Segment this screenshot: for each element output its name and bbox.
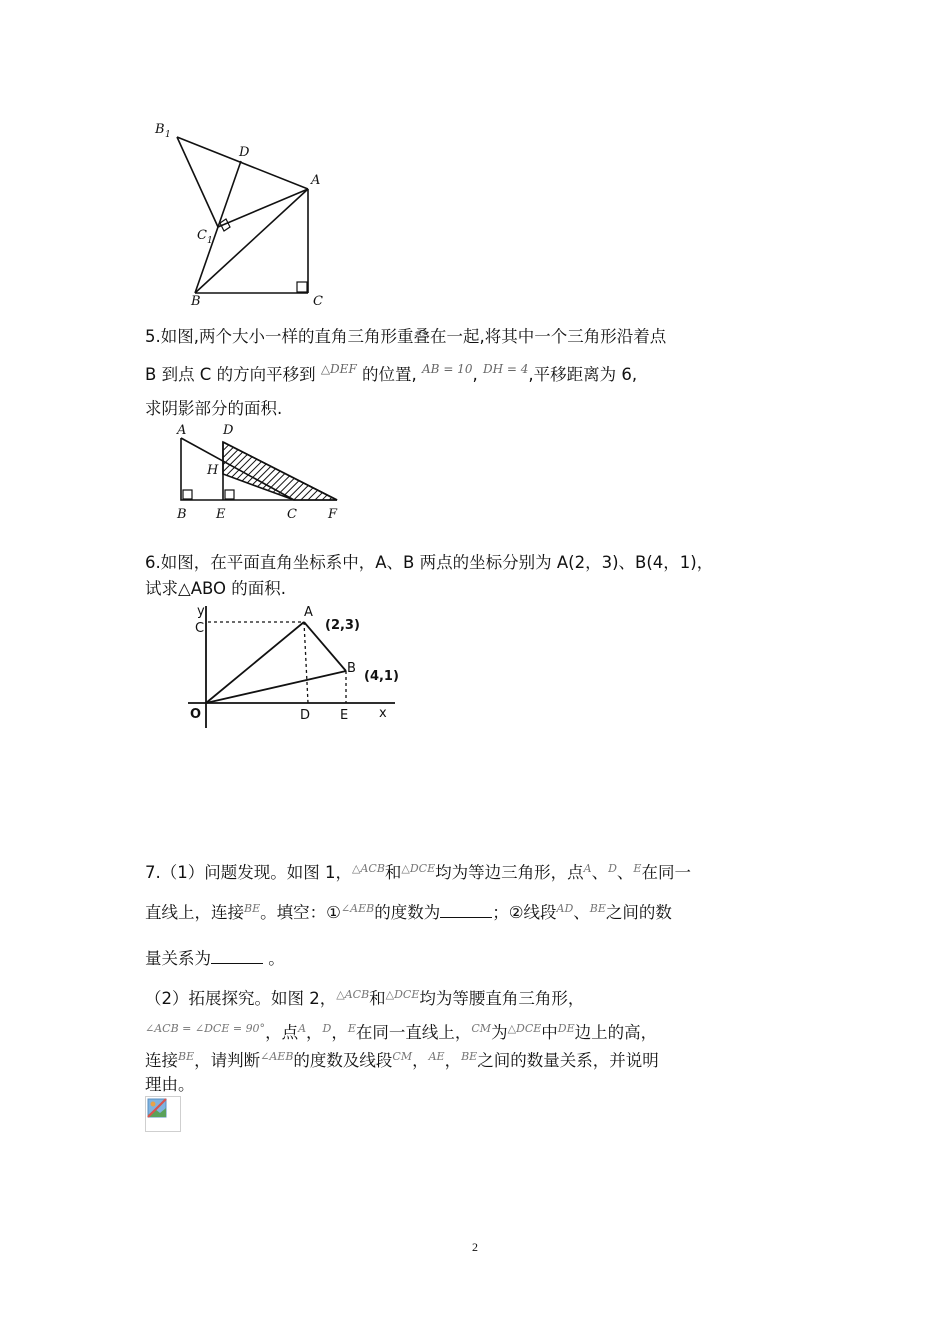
figure-q6-coordinate (180, 600, 420, 735)
label-h: H (207, 463, 219, 478)
label-c1-sub: 1 (207, 236, 213, 246)
q6-number: 6. (145, 553, 161, 572)
q5-line-1: 5.如图,两个大小一样的直角三角形重叠在一起,将其中一个三角形沿着点 (145, 327, 667, 346)
label-b: B (191, 294, 201, 309)
q7-line-7: 理由。 (145, 1075, 195, 1094)
q5-line-2: B 到点 C 的方向平移到 $^{\triangle DEF}$ 的位置, $^{AB = 10}$, $^{DH = 4}$,平移距离为 6, (145, 362, 638, 384)
label-d: D (223, 423, 234, 438)
q5-line-3: 求阴影部分的面积. (145, 399, 283, 418)
math-ab: AB = 10 (422, 362, 473, 376)
q6-line-1: 6.如图，在平面直角坐标系中，A、B 两点的坐标分别为 A(2，3)、B(4，1)， (145, 553, 714, 572)
label-a-coord: (2,3) (325, 618, 360, 633)
label-c: C (195, 621, 205, 636)
q6-line-2: 试求△ABO 的面积. (145, 579, 286, 598)
answer-blank-2 (211, 949, 263, 964)
label-d: D (300, 708, 311, 723)
figure-1-triangles (145, 115, 345, 310)
label-c1: C (197, 228, 207, 243)
answer-blank-1 (440, 903, 492, 918)
label-d: D (239, 145, 250, 160)
label-c: C (287, 507, 297, 522)
label-o: O (190, 707, 202, 722)
label-e: E (216, 507, 226, 522)
q7-line-3: 量关系为 。 (145, 949, 285, 968)
q7-line-6: 连接$^{BE}$，请判断$^{\angle AEB}$的度数及线段$^{CM}$，$^{AE}$，$^{BE}$之间的数量关系，并说明 (145, 1050, 659, 1070)
q7-line-1: 7.（1）问题发现。如图 1，$^{\triangle ACB}$和$^{\triangle DCE}$均为等边三角形，点$^A$、$^D$、$^E$在同一 (145, 862, 691, 882)
label-b1-sub: 1 (165, 130, 171, 140)
label-b1: B (155, 122, 165, 137)
page-number: 2 (472, 1240, 478, 1254)
label-b: B (177, 507, 187, 522)
label-b: B (347, 661, 356, 676)
label-c: C (313, 294, 323, 309)
label-e: E (340, 708, 349, 723)
q7-line-4: （2）拓展探究。如图 2，$^{\triangle ACB}$和$^{\triangle DCE}$均为等腰直角三角形， (145, 988, 585, 1008)
label-a: A (304, 605, 313, 620)
label-x: x (379, 706, 387, 721)
math-dh: DH = 4 (482, 362, 529, 376)
label-a: A (311, 173, 321, 188)
label-b-coord: (4,1) (364, 669, 399, 684)
label-y: y (197, 604, 205, 619)
broken-image-icon (145, 1096, 181, 1132)
math-triangle-def: △DEF (320, 362, 357, 376)
q7-line-5: $^{\angle ACB = \angle DCE = 90^\circ}$，点$^A$，$^D$，$^E$在同一直线上，$^{CM}$为$^{\triangle DCE}$中$^{DE}$边上的高， (145, 1022, 658, 1042)
figure-q5-translation (170, 418, 350, 526)
q5-number: 5. (145, 327, 161, 346)
label-f: F (328, 507, 338, 522)
q7-line-2: 直线上，连接$^{BE}$。填空：①$^{\angle AEB}$的度数为 ；②线段$^{AD}$、$^{BE}$之间的数 (145, 902, 672, 922)
q7-number: 7. (145, 863, 161, 882)
label-a: A (177, 423, 187, 438)
